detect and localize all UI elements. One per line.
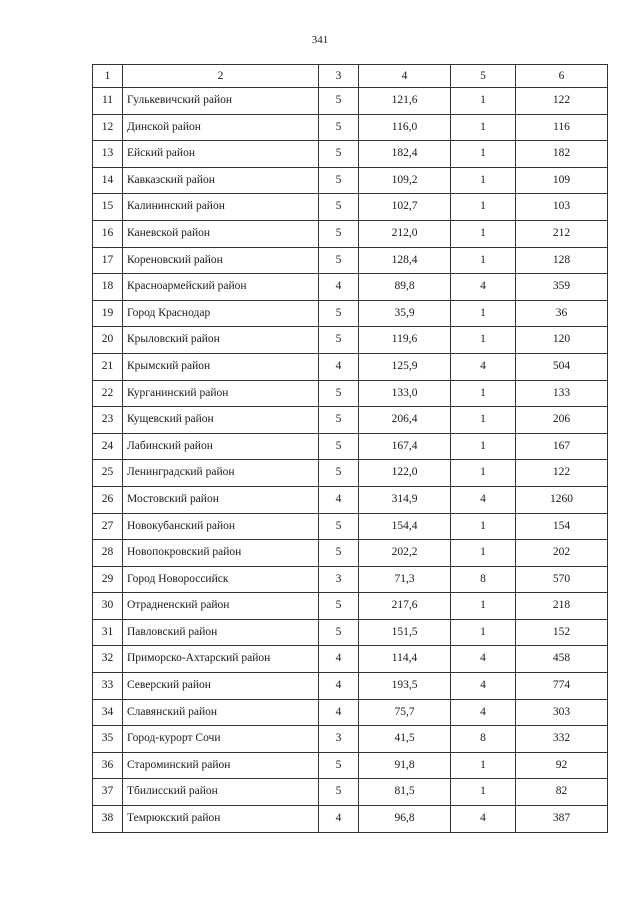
col-6-cell: 36 [516,300,608,327]
col-4-cell: 212,0 [359,220,451,247]
district-name-cell: Кореновский район [123,247,319,274]
col-5-cell: 1 [451,220,516,247]
col-5-cell: 4 [451,673,516,700]
row-number-cell: 28 [93,540,123,567]
col-3-cell: 5 [319,460,359,487]
col-5-cell: 1 [451,513,516,540]
col-5-cell: 1 [451,114,516,141]
col-6-cell: 774 [516,673,608,700]
table-row [93,247,608,274]
col-4-cell: 109,2 [359,167,451,194]
col-6-cell: 133 [516,380,608,407]
col-6-cell: 202 [516,540,608,567]
district-name-cell: Гулькевичский район [123,88,319,115]
row-number-cell: 16 [93,220,123,247]
col-3-cell: 5 [319,114,359,141]
district-name-cell: Кущевский район [123,407,319,434]
table-row [93,141,608,168]
district-name-cell: Курганинский район [123,380,319,407]
district-name-cell: Славянский район [123,699,319,726]
row-number-cell: 24 [93,433,123,460]
col-4-cell: 119,6 [359,327,451,354]
col-4-cell: 96,8 [359,806,451,833]
row-number-cell: 32 [93,646,123,673]
col-5-cell: 1 [451,593,516,620]
col-4-cell: 151,5 [359,619,451,646]
col-4-cell: 71,3 [359,566,451,593]
table-row [93,220,608,247]
district-name-cell: Город-курорт Сочи [123,726,319,753]
row-number-cell: 18 [93,274,123,301]
col-5-cell: 1 [451,88,516,115]
district-name-cell: Северский район [123,673,319,700]
row-number-cell: 21 [93,353,123,380]
row-number-cell: 38 [93,806,123,833]
col-5-cell: 1 [451,433,516,460]
table-row [93,167,608,194]
table-row [93,646,608,673]
col-3-cell: 3 [319,726,359,753]
table-row [93,327,608,354]
col-3-cell: 5 [319,327,359,354]
header-cell-col-2: 2 [123,65,319,88]
col-5-cell: 8 [451,566,516,593]
col-3-cell: 5 [319,88,359,115]
row-number-cell: 26 [93,486,123,513]
col-3-cell: 4 [319,806,359,833]
col-6-cell: 82 [516,779,608,806]
col-6-cell: 154 [516,513,608,540]
col-5-cell: 1 [451,407,516,434]
col-4-cell: 206,4 [359,407,451,434]
district-name-cell: Приморско-Ахтарский район [123,646,319,673]
col-4-cell: 121,6 [359,88,451,115]
col-3-cell: 3 [319,566,359,593]
row-number-cell: 35 [93,726,123,753]
row-number-cell: 37 [93,779,123,806]
col-5-cell: 4 [451,806,516,833]
col-3-cell: 5 [319,752,359,779]
col-4-cell: 314,9 [359,486,451,513]
header-cell-col-5: 5 [451,65,516,88]
col-5-cell: 8 [451,726,516,753]
col-5-cell: 1 [451,167,516,194]
table-row [93,88,608,115]
col-3-cell: 4 [319,699,359,726]
col-6-cell: 152 [516,619,608,646]
district-name-cell: Кавказский район [123,167,319,194]
row-number-cell: 19 [93,300,123,327]
row-number-cell: 15 [93,194,123,221]
table-row [93,300,608,327]
col-6-cell: 504 [516,353,608,380]
col-6-cell: 92 [516,752,608,779]
col-6-cell: 103 [516,194,608,221]
col-4-cell: 81,5 [359,779,451,806]
col-3-cell: 5 [319,593,359,620]
row-number-cell: 17 [93,247,123,274]
col-3-cell: 4 [319,486,359,513]
col-6-cell: 218 [516,593,608,620]
col-4-cell: 91,8 [359,752,451,779]
table-row [93,380,608,407]
col-3-cell: 5 [319,300,359,327]
district-name-cell: Темрюкский район [123,806,319,833]
district-name-cell: Ленинградский район [123,460,319,487]
col-5-cell: 4 [451,646,516,673]
col-3-cell: 5 [319,407,359,434]
col-4-cell: 122,0 [359,460,451,487]
col-6-cell: 570 [516,566,608,593]
table-row [93,433,608,460]
col-6-cell: 116 [516,114,608,141]
col-3-cell: 5 [319,167,359,194]
table-row [93,673,608,700]
col-6-cell: 332 [516,726,608,753]
table-row [93,194,608,221]
col-5-cell: 1 [451,300,516,327]
row-number-cell: 27 [93,513,123,540]
row-number-cell: 23 [93,407,123,434]
district-name-cell: Отрадненский район [123,593,319,620]
col-4-cell: 202,2 [359,540,451,567]
table-body [93,88,608,833]
table-row [93,407,608,434]
col-4-cell: 102,7 [359,194,451,221]
table-row [93,114,608,141]
col-6-cell: 303 [516,699,608,726]
district-name-cell: Тбилисский район [123,779,319,806]
table-row [93,460,608,487]
col-5-cell: 1 [451,752,516,779]
row-number-cell: 20 [93,327,123,354]
table-row [93,566,608,593]
table-row [93,779,608,806]
col-3-cell: 5 [319,540,359,567]
district-name-cell: Город Новороссийск [123,566,319,593]
col-5-cell: 1 [451,327,516,354]
col-3-cell: 5 [319,779,359,806]
table-header [93,65,608,88]
header-cell-col-1: 1 [93,65,123,88]
col-5-cell: 4 [451,274,516,301]
col-4-cell: 154,4 [359,513,451,540]
table-row [93,806,608,833]
col-5-cell: 1 [451,619,516,646]
col-3-cell: 5 [319,220,359,247]
col-4-cell: 116,0 [359,114,451,141]
row-number-cell: 14 [93,167,123,194]
col-6-cell: 109 [516,167,608,194]
col-6-cell: 212 [516,220,608,247]
table-row [93,619,608,646]
col-5-cell: 1 [451,141,516,168]
col-3-cell: 5 [319,433,359,460]
col-5-cell: 4 [451,353,516,380]
header-cell-col-3: 3 [319,65,359,88]
col-4-cell: 35,9 [359,300,451,327]
col-6-cell: 167 [516,433,608,460]
col-6-cell: 1260 [516,486,608,513]
district-name-cell: Павловский район [123,619,319,646]
col-3-cell: 5 [319,141,359,168]
col-6-cell: 128 [516,247,608,274]
row-number-cell: 36 [93,752,123,779]
district-name-cell: Староминский район [123,752,319,779]
col-5-cell: 4 [451,486,516,513]
col-5-cell: 1 [451,540,516,567]
row-number-cell: 12 [93,114,123,141]
header-cell-col-4: 4 [359,65,451,88]
col-5-cell: 1 [451,380,516,407]
table-row [93,726,608,753]
col-6-cell: 122 [516,88,608,115]
row-number-cell: 30 [93,593,123,620]
col-3-cell: 5 [319,619,359,646]
table-row [93,353,608,380]
col-3-cell: 4 [319,353,359,380]
col-4-cell: 217,6 [359,593,451,620]
col-6-cell: 182 [516,141,608,168]
district-name-cell: Крымский район [123,353,319,380]
district-name-cell: Новопокровский район [123,540,319,567]
col-3-cell: 5 [319,513,359,540]
col-6-cell: 120 [516,327,608,354]
row-number-cell: 11 [93,88,123,115]
table-row [93,540,608,567]
row-number-cell: 31 [93,619,123,646]
table-row [93,486,608,513]
col-3-cell: 4 [319,274,359,301]
row-number-cell: 25 [93,460,123,487]
district-name-cell: Лабинский район [123,433,319,460]
col-5-cell: 1 [451,460,516,487]
row-number-cell: 13 [93,141,123,168]
col-3-cell: 5 [319,247,359,274]
table-row [93,593,608,620]
header-cell-col-6: 6 [516,65,608,88]
table-row [93,513,608,540]
row-number-cell: 33 [93,673,123,700]
col-4-cell: 125,9 [359,353,451,380]
col-6-cell: 122 [516,460,608,487]
row-number-cell: 29 [93,566,123,593]
col-4-cell: 182,4 [359,141,451,168]
col-4-cell: 75,7 [359,699,451,726]
district-name-cell: Красноармейский район [123,274,319,301]
col-6-cell: 387 [516,806,608,833]
col-6-cell: 359 [516,274,608,301]
district-name-cell: Крыловский район [123,327,319,354]
district-name-cell: Динской район [123,114,319,141]
district-name-cell: Мостовский район [123,486,319,513]
table-row [93,274,608,301]
district-name-cell: Ейский район [123,141,319,168]
col-5-cell: 4 [451,699,516,726]
district-name-cell: Город Краснодар [123,300,319,327]
row-number-cell: 34 [93,699,123,726]
row-number-cell: 22 [93,380,123,407]
col-5-cell: 1 [451,779,516,806]
col-4-cell: 167,4 [359,433,451,460]
col-3-cell: 5 [319,194,359,221]
col-4-cell: 128,4 [359,247,451,274]
col-4-cell: 133,0 [359,380,451,407]
col-6-cell: 206 [516,407,608,434]
col-3-cell: 4 [319,646,359,673]
district-name-cell: Калининский район [123,194,319,221]
col-5-cell: 1 [451,247,516,274]
header-row [93,65,608,88]
col-4-cell: 89,8 [359,274,451,301]
col-4-cell: 114,4 [359,646,451,673]
col-5-cell: 1 [451,194,516,221]
col-6-cell: 458 [516,646,608,673]
district-name-cell: Новокубанский район [123,513,319,540]
col-4-cell: 41,5 [359,726,451,753]
district-name-cell: Каневской район [123,220,319,247]
col-4-cell: 193,5 [359,673,451,700]
data-table [92,64,608,833]
table-row [93,752,608,779]
col-3-cell: 4 [319,673,359,700]
page-number: 341 [311,34,329,46]
table-row [93,699,608,726]
col-3-cell: 5 [319,380,359,407]
